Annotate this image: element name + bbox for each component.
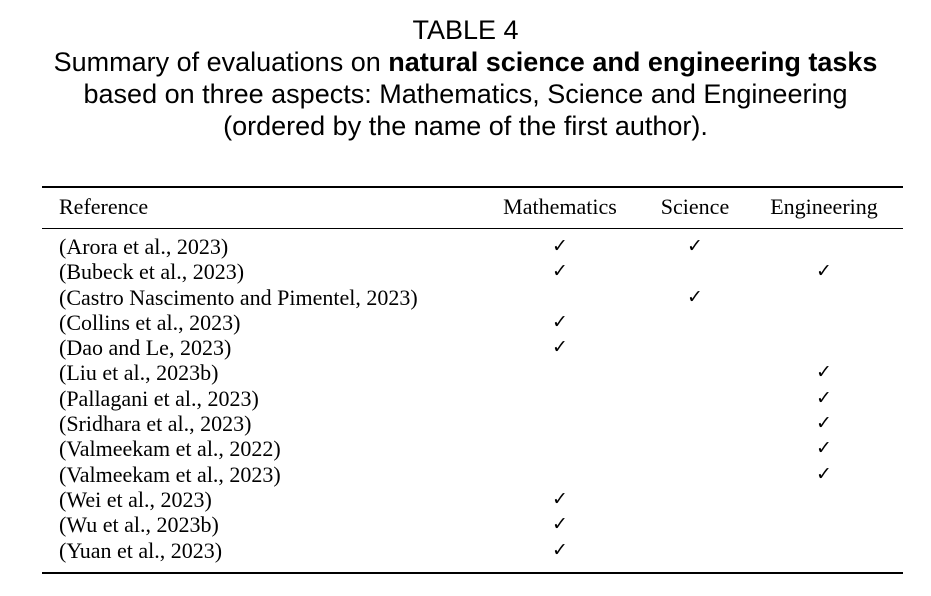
reference-cell: (Bubeck et al., 2023): [59, 259, 245, 285]
reference-cell: (Valmeekam et al., 2023): [59, 461, 281, 487]
science-cell: ✓: [687, 235, 703, 257]
table-label: TABLE 4: [412, 15, 519, 45]
reference-cell: (Castro Nascimento and Pimentel, 2023): [59, 284, 418, 310]
reference-cell: (Valmeekam et al., 2022): [59, 436, 281, 462]
reference-cell: (Wei et al., 2023): [59, 486, 212, 512]
engineering-cell: ✓: [816, 462, 832, 485]
mathematics-cell: ✓: [552, 260, 568, 283]
table-row: [42, 436, 903, 461]
reference-cell: (Sridhara et al., 2023): [59, 411, 252, 437]
table-row: [42, 360, 903, 385]
mathematics-cell: ✓: [552, 487, 568, 510]
reference-cell: (Collins et al., 2023): [59, 309, 241, 335]
engineering-cell: ✓: [816, 260, 832, 283]
table-header-rule: [42, 228, 903, 229]
table-row: [42, 411, 903, 436]
caption-summary-prefix: Summary of evaluations on: [53, 47, 389, 77]
reference-cell: (Liu et al., 2023b): [59, 360, 219, 386]
table-row: [42, 512, 903, 537]
mathematics-cell: ✓: [552, 310, 568, 333]
caption-line-ordering: (ordered by the name of the first author).: [223, 111, 708, 141]
mathematics-cell: ✓: [552, 513, 568, 536]
reference-cell: (Pallagani et al., 2023): [59, 385, 259, 411]
header-mathematics: Mathematics: [503, 194, 617, 219]
science-cell: ✓: [687, 285, 703, 308]
reference-cell: (Arora et al., 2023): [59, 234, 229, 259]
table-row: [42, 386, 903, 411]
table-row: [42, 310, 903, 335]
engineering-cell: ✓: [816, 361, 832, 384]
caption-summary-bold: natural science and engineering tasks: [388, 47, 878, 77]
header-engineering: Engineering: [770, 194, 878, 219]
table-body: [42, 234, 903, 563]
engineering-cell: ✓: [816, 437, 832, 460]
caption-line-aspects: based on three aspects: Mathematics, Science and Engineering: [83, 79, 848, 109]
header-science: Science: [660, 194, 730, 219]
table-caption: [0, 14, 931, 142]
mathematics-cell: ✓: [552, 538, 568, 561]
mathematics-cell: ✓: [552, 336, 568, 359]
table-row: [42, 462, 903, 487]
table-row: [42, 335, 903, 360]
engineering-cell: ✓: [816, 386, 832, 409]
header-reference: Reference: [59, 194, 149, 219]
table-row: [42, 285, 903, 310]
reference-cell: (Wu et al., 2023b): [59, 512, 219, 538]
table-top-rule: [42, 186, 903, 188]
table-row: [42, 234, 903, 259]
reference-cell: (Yuan et al., 2023): [59, 537, 223, 563]
table-row: [42, 487, 903, 512]
table-bottom-rule: [42, 572, 903, 574]
caption-line-summary: [0, 46, 931, 78]
reference-cell: (Dao and Le, 2023): [59, 335, 232, 361]
engineering-cell: ✓: [816, 412, 832, 435]
mathematics-cell: ✓: [552, 235, 568, 257]
table-row: [42, 538, 903, 563]
table-row: [42, 259, 903, 284]
